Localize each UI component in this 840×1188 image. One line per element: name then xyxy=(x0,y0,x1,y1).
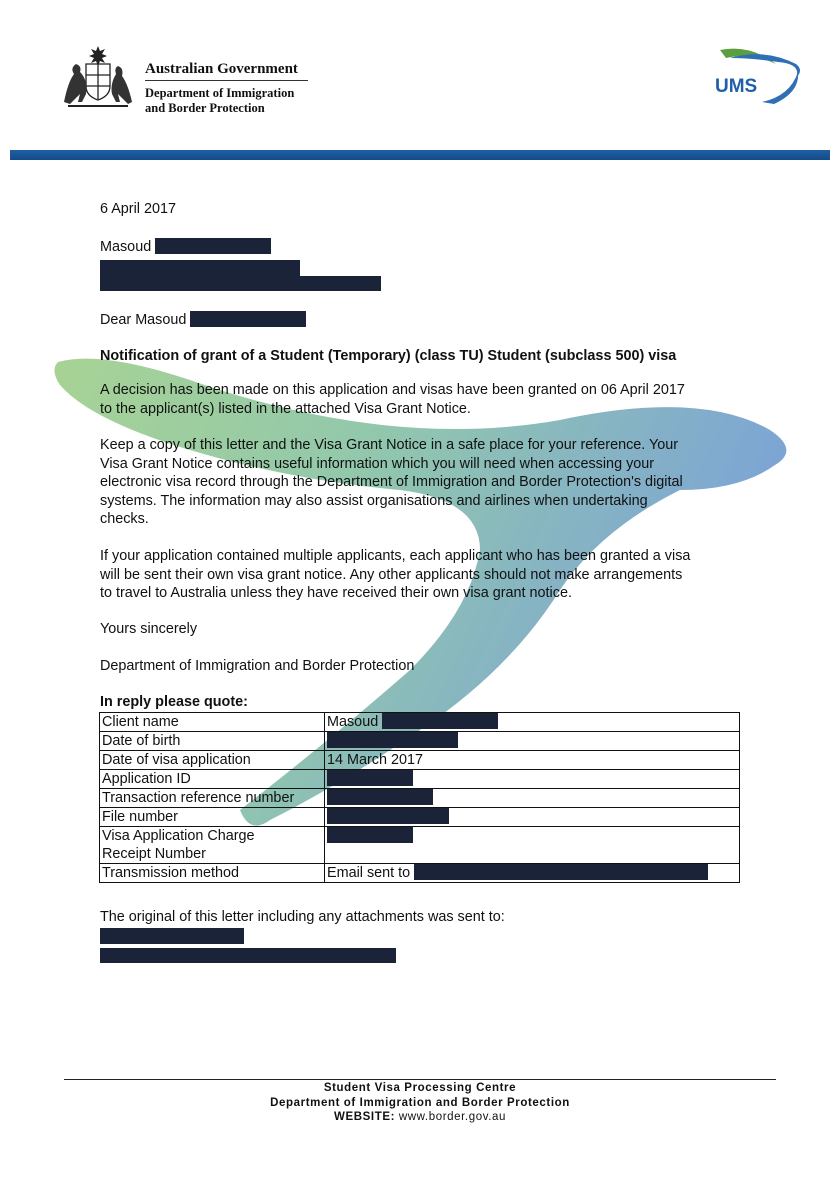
row-label: Transaction reference number xyxy=(100,789,325,808)
paragraph-line: electronic visa record through the Department of Immigration and Border Protection's digital xyxy=(100,474,683,490)
header-rule xyxy=(145,80,308,81)
redaction-bar xyxy=(100,948,396,963)
redaction-bar xyxy=(382,713,498,729)
row-label: Date of birth xyxy=(100,732,325,751)
letter-date: 6 April 2017 xyxy=(100,201,177,217)
redaction-bar xyxy=(327,770,413,786)
redaction-bar xyxy=(155,238,271,254)
row-label: Date of visa application xyxy=(100,751,325,770)
table-row xyxy=(100,770,740,789)
table-row xyxy=(100,732,740,751)
footer-website-link[interactable]: www.border.gov.au xyxy=(398,1111,506,1123)
department-line-1: Department of Immigration xyxy=(145,86,295,100)
paragraph-line: A decision has been made on this application and visas have been granted on 06 April 2017 xyxy=(100,382,685,398)
table-row xyxy=(100,864,740,883)
table-row xyxy=(100,751,740,770)
row-value xyxy=(325,864,740,883)
coat-of-arms-icon xyxy=(58,42,138,114)
redaction-bar xyxy=(190,311,306,327)
paragraph-line: to travel to Australia unless they have received their own visa grant notice. xyxy=(100,585,572,601)
signature: Department of Immigration and Border Protection xyxy=(100,658,415,674)
row-label: File number xyxy=(100,808,325,827)
paragraph-line: Visa Grant Notice contains useful information which you will need when accessing your xyxy=(100,455,655,472)
row-value xyxy=(325,713,740,732)
salutation xyxy=(100,311,306,330)
row-value xyxy=(325,732,740,751)
original-sent-to: The original of this letter including any attachments was sent to: xyxy=(100,909,505,925)
row-label-line: Receipt Number xyxy=(102,846,206,862)
footer-rule xyxy=(64,1079,776,1080)
redaction-bar xyxy=(100,276,381,291)
paragraph-line: to the applicant(s) listed in the attached Visa Grant Notice. xyxy=(100,400,471,417)
client-name-value: Masoud xyxy=(327,714,379,730)
row-value xyxy=(325,789,740,808)
footer-website-label: WEBSITE: xyxy=(334,1111,396,1123)
closing: Yours sincerely xyxy=(100,621,198,637)
department-name xyxy=(145,86,294,116)
row-value xyxy=(325,808,740,827)
row-value: 14 March 2017 xyxy=(325,751,740,770)
footer xyxy=(0,1081,840,1125)
footer-website-line xyxy=(0,1110,840,1125)
row-label: Application ID xyxy=(100,770,325,789)
paragraph-1 xyxy=(100,381,685,418)
recipient-name xyxy=(100,238,271,257)
footer-centre-name: Student Visa Processing Centre xyxy=(323,1082,517,1094)
table-row xyxy=(100,827,740,864)
paragraph-line: checks. xyxy=(100,511,149,527)
table-row xyxy=(100,713,740,732)
redaction-bar xyxy=(100,260,300,276)
row-label xyxy=(100,827,325,864)
paragraph-line: will be sent their own visa grant notice. Any other applicants should not make arrangements xyxy=(100,566,683,583)
redaction-bar xyxy=(100,928,244,944)
row-value xyxy=(325,770,740,789)
salutation-text: Dear Masoud xyxy=(100,312,187,328)
redaction-bar xyxy=(327,732,458,748)
table-row xyxy=(100,789,740,808)
letter-subject: Notification of grant of a Student (Temporary) (class TU) Student (subclass 500) visa xyxy=(100,348,677,364)
redaction-bar xyxy=(327,808,449,824)
paragraph-3 xyxy=(100,547,690,603)
header-bar xyxy=(10,150,830,160)
redaction-bar xyxy=(327,827,413,843)
paragraph-line: Keep a copy of this letter and the Visa Grant Notice in a safe place for your reference. Your xyxy=(100,437,679,453)
recipient-first-name: Masoud xyxy=(100,239,152,255)
government-title: Australian Government xyxy=(145,61,298,77)
paragraph-line: systems. The information may also assist organisations and airlines when undertaking xyxy=(100,492,648,509)
row-label-line: Visa Application Charge xyxy=(102,828,255,844)
ums-logo-text: UMS xyxy=(715,76,758,97)
transmission-value: Email sent to xyxy=(327,865,411,881)
quote-table xyxy=(99,712,740,883)
row-value xyxy=(325,827,740,864)
row-label: Transmission method xyxy=(100,864,325,883)
footer-department: Department of Immigration and Border Protection xyxy=(270,1096,570,1109)
redaction-bar xyxy=(327,789,433,805)
paragraph-2 xyxy=(100,436,683,529)
ums-logo xyxy=(712,44,804,110)
redaction-bar xyxy=(414,864,708,880)
paragraph-line: If your application contained multiple applicants, each applicant who has been granted a visa xyxy=(100,548,691,564)
table-row xyxy=(100,808,740,827)
quote-heading: In reply please quote: xyxy=(100,694,248,710)
row-label: Client name xyxy=(100,713,325,732)
department-line-2: and Border Protection xyxy=(145,101,265,115)
